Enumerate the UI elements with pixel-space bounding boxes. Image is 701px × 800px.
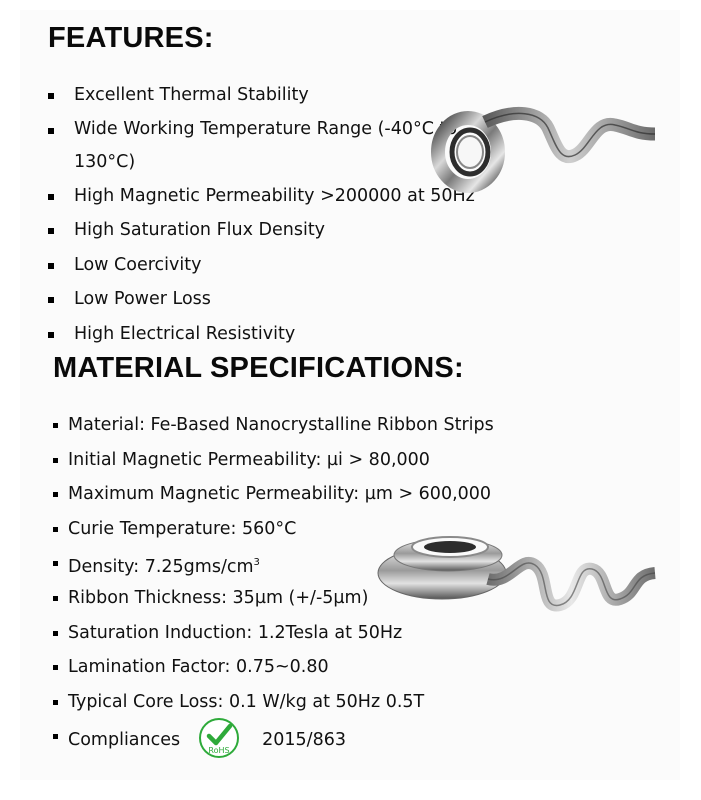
list-item: Low Coercivity bbox=[48, 248, 478, 283]
metal-ribbon-strips-image bbox=[370, 525, 660, 645]
list-item: High Magnetic Permeability >200000 at 50Hz bbox=[48, 179, 478, 214]
list-item: Curie Temperature: 560°C bbox=[52, 512, 522, 547]
bullet bbox=[53, 665, 58, 670]
features-list bbox=[48, 78, 478, 351]
bullet bbox=[53, 458, 58, 463]
bullet bbox=[48, 128, 54, 134]
list-item: Typical Core Loss: 0.1 W/kg at 50Hz 0.5T bbox=[52, 685, 522, 720]
list-item: Material: Fe-Based Nanocrystalline Ribbon Strips bbox=[52, 408, 522, 443]
bullet bbox=[48, 263, 54, 269]
bullet bbox=[53, 423, 58, 428]
bullet bbox=[48, 93, 54, 99]
list-item: Ribbon Thickness: 35µm (+/-5µm) bbox=[52, 581, 522, 616]
bullet bbox=[53, 561, 58, 566]
svg-text:RoHS: RoHS bbox=[208, 746, 230, 756]
list-item: Maximum Magnetic Permeability: µm > 600,000 bbox=[52, 477, 522, 512]
specifications-title: MATERIAL SPECIFICATIONS: bbox=[53, 352, 464, 384]
list-item: Low Power Loss bbox=[48, 282, 478, 317]
list-item: Excellent Thermal Stability bbox=[48, 78, 478, 113]
list-item: Saturation Induction: 1.2Tesla at 50Hz bbox=[52, 616, 522, 651]
list-item: Density: $7.25gms/cm^3$ bbox=[52, 546, 522, 581]
compliances-label: Compliances bbox=[68, 730, 181, 751]
compliances-value: 2015/863 bbox=[262, 730, 346, 751]
list-item: High Saturation Flux Density bbox=[48, 213, 478, 248]
bullet bbox=[53, 596, 58, 601]
bullet bbox=[53, 527, 58, 532]
bullet bbox=[48, 194, 54, 200]
bullet bbox=[48, 332, 54, 338]
metal-ribbon-coil-image bbox=[430, 100, 660, 210]
list-item: High Electrical Resistivity bbox=[48, 317, 478, 352]
list-item: Lamination Factor: 0.75~0.80 bbox=[52, 650, 522, 685]
features-title: FEATURES: bbox=[48, 22, 214, 54]
bullet bbox=[53, 734, 58, 739]
density-superscript: 3 bbox=[253, 557, 260, 569]
bullet bbox=[53, 700, 58, 705]
list-item: Initial Magnetic Permeability: µi > 80,000 bbox=[52, 443, 522, 478]
list-item: Wide Working Temperature Range (-40°C to 130°C) bbox=[48, 113, 478, 179]
bullet bbox=[53, 631, 58, 636]
compliances-item bbox=[52, 719, 522, 754]
bullet bbox=[53, 492, 58, 497]
bullet bbox=[48, 297, 54, 303]
bullet bbox=[48, 228, 54, 234]
rohs-icon bbox=[198, 717, 240, 759]
